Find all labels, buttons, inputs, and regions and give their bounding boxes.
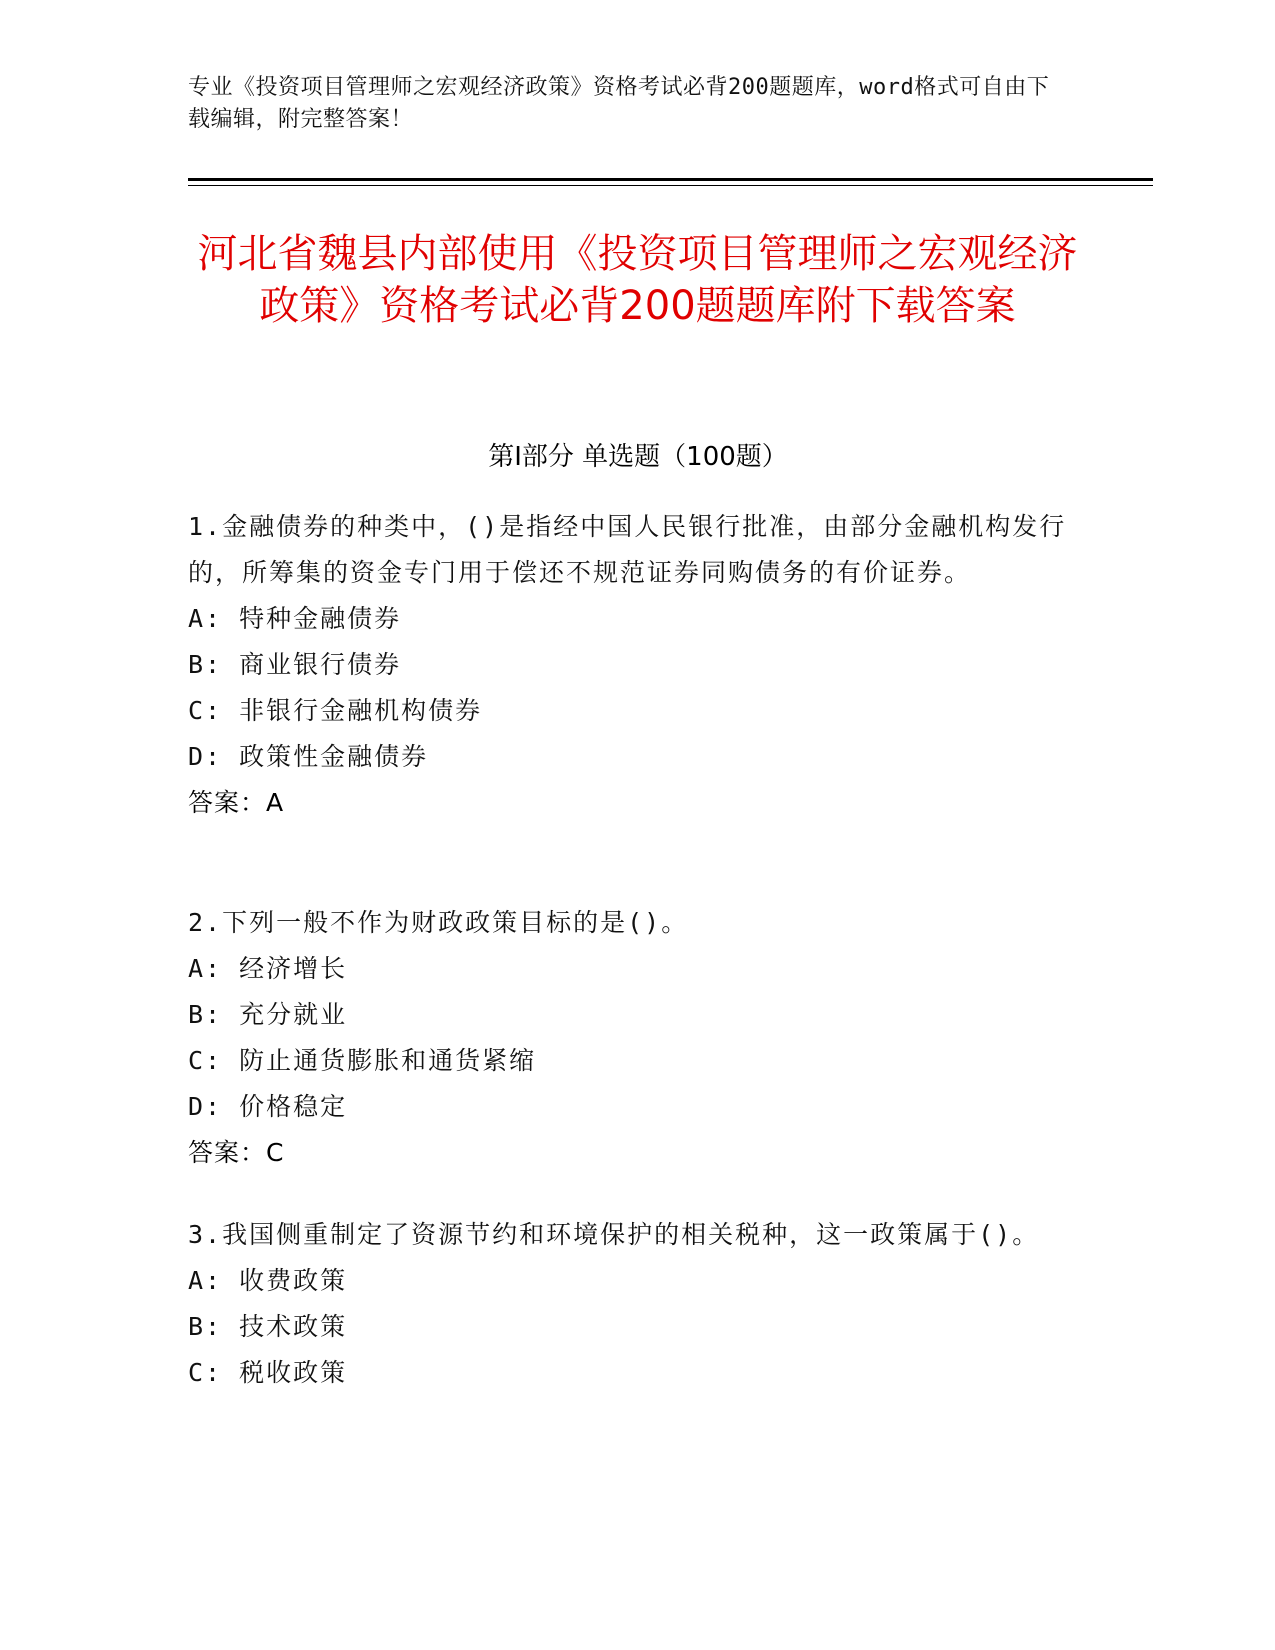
answer-line (188, 1130, 1068, 1176)
question-stem: 1.金融债券的种类中，()是指经中国人民银行批准，由部分金融机构发行的，所筹集的资金专门用于偿还不规范证券同购债务的有价证券。 (188, 512, 1067, 587)
option-c: C: 税收政策 (188, 1358, 348, 1387)
answer-label: 答案： (188, 1138, 267, 1167)
option-b: B: 技术政策 (188, 1312, 348, 1341)
answer-value: A (266, 788, 284, 817)
question-2 (188, 900, 1068, 1176)
option-a: A: 经济增长 (188, 954, 348, 983)
question-3 (188, 1212, 1068, 1396)
header-rule-thick (188, 178, 1153, 181)
option-a: A: 特种金融债券 (188, 604, 402, 633)
option-d: D: 价格稳定 (188, 1092, 348, 1121)
answer-value: C (266, 1138, 284, 1167)
option-b: B: 商业银行债券 (188, 650, 402, 679)
header-rule-thin (188, 185, 1153, 186)
section-title: 第I部分 单选题（100题） (488, 442, 788, 472)
question-stem: 2.下列一般不作为财政政策目标的是()。 (188, 908, 689, 937)
answer-label: 答案： (188, 788, 267, 817)
question-1 (188, 504, 1068, 826)
option-d: D: 政策性金融债券 (188, 742, 429, 771)
question-stem: 3.我国侧重制定了资源节约和环境保护的相关税种，这一政策属于()。 (188, 1220, 1040, 1249)
option-a: A: 收费政策 (188, 1266, 348, 1295)
answer-line (188, 780, 1068, 826)
page-title: 河北省魏县内部使用《投资项目管理师之宏观经济政策》资格考试必背200题题库附下载答案 (197, 231, 1078, 329)
option-c: C: 非银行金融机构债券 (188, 696, 483, 725)
header-note: 专业《投资项目管理师之宏观经济政策》资格考试必背200题题库，word格式可自由下载编辑，附完整答案！ (188, 75, 1050, 132)
option-b: B: 充分就业 (188, 1000, 348, 1029)
option-c: C: 防止通货膨胀和通货紧缩 (188, 1046, 537, 1075)
